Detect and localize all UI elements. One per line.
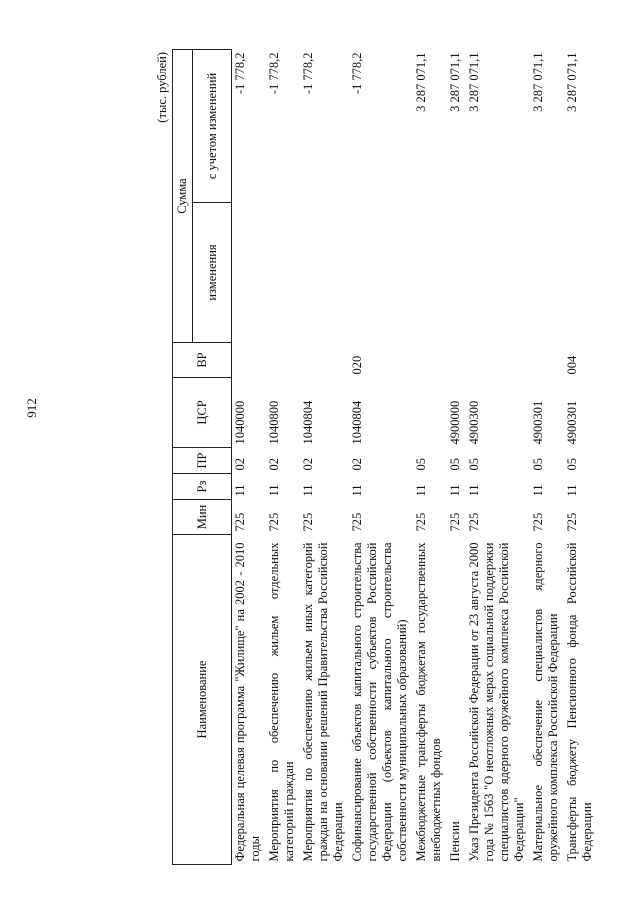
vr-cell: 020	[350, 355, 364, 375]
rz-cell: 11	[267, 484, 281, 497]
name-cell: Федеральная целевая программа "Жилище" на 2002 - 2010 годы	[233, 542, 262, 862]
with-changes-cell: -1 778,2	[350, 52, 364, 95]
changes-cell	[466, 203, 530, 343]
min-cell: 725	[467, 512, 481, 532]
csr-cell	[413, 378, 447, 448]
min-cell: 725	[301, 512, 315, 532]
header-min: Мин	[173, 500, 232, 535]
rotated-table-block	[155, 50, 625, 865]
table-header	[173, 50, 232, 865]
changes-cell	[447, 203, 466, 343]
csr-cell: 1040000	[233, 400, 247, 445]
changes-cell	[232, 203, 267, 343]
name-cell: Мероприятия по обеспечению жильем отдельных категорий граждан	[267, 542, 296, 862]
changes-cell	[300, 203, 349, 343]
changes-cell	[530, 203, 564, 343]
with-changes-cell: -1 778,2	[233, 52, 247, 95]
rz-cell: 11	[350, 484, 364, 497]
name-cell: Софинансирование объектов капитального строительства государственной собственности субъектов Российской Федерации (объектов капитального строительства собственности муниципальных образований)	[350, 542, 409, 862]
with-changes-cell: -1 778,2	[267, 52, 281, 95]
table-body	[232, 50, 599, 865]
table-row	[266, 50, 300, 865]
csr-cell: 4900000	[448, 400, 462, 445]
table-row	[349, 50, 413, 865]
header-csr: ЦСР	[173, 378, 232, 448]
csr-cell: 1040804	[350, 400, 364, 445]
name-cell: Межбюджетные трансферты бюджетам государственных внебюджетных фондов	[414, 542, 443, 862]
min-cell: 725	[448, 512, 462, 532]
page-number: 912	[23, 398, 39, 418]
rz-cell: 11	[565, 484, 579, 497]
rz-cell: 11	[448, 484, 462, 497]
header-pr: ПР	[173, 448, 232, 474]
csr-cell: 4900301	[531, 400, 545, 445]
rz-cell: 11	[414, 484, 428, 497]
header-vr: ВР	[173, 343, 232, 378]
rz-cell: 11	[531, 484, 545, 497]
changes-cell	[266, 203, 300, 343]
changes-cell	[349, 203, 413, 343]
changes-cell	[413, 203, 447, 343]
rz-cell: 11	[467, 484, 481, 497]
pr-cell: 05	[448, 458, 462, 471]
vr-cell	[232, 343, 267, 378]
header-changes: изменения	[193, 203, 232, 343]
name-cell: Мероприятия по обеспечению жильем иных категорий граждан на основании решений Правительства Российской Федерации	[301, 542, 345, 862]
table-row	[447, 50, 466, 865]
header-rz: Рз	[173, 474, 232, 500]
vr-cell	[466, 343, 530, 378]
pr-cell: 02	[350, 458, 364, 471]
vr-cell	[300, 343, 349, 378]
vr-cell	[447, 343, 466, 378]
header-with-changes: с учетом изменений	[193, 50, 232, 203]
pr-cell: 05	[414, 458, 428, 471]
with-changes-cell: 3 287 071,1	[565, 52, 579, 112]
min-cell: 725	[531, 512, 545, 532]
with-changes-cell: 3 287 071,1	[414, 52, 428, 112]
with-changes-cell: 3 287 071,1	[531, 52, 545, 112]
pr-cell: 05	[531, 458, 545, 471]
rz-cell: 11	[233, 484, 247, 497]
rz-cell: 11	[301, 484, 315, 497]
name-cell: Указ Президента Российской Федерации от 23 августа 2000 года № 1563 "О неотложных мерах социальной поддержки специалистов ядерного оружейного комплекса Российской Федерации"	[467, 542, 526, 862]
min-cell: 725	[267, 512, 281, 532]
min-cell: 725	[414, 512, 428, 532]
pr-cell: 02	[233, 458, 247, 471]
with-changes-cell: -1 778,2	[301, 52, 315, 95]
budget-table	[172, 49, 598, 865]
min-cell: 725	[565, 512, 579, 532]
csr-cell: 1040804	[301, 400, 315, 445]
min-cell: 725	[233, 512, 247, 532]
min-cell: 725	[350, 512, 364, 532]
vr-cell	[530, 343, 564, 378]
table-row	[530, 50, 564, 865]
table-row	[300, 50, 349, 865]
vr-cell	[266, 343, 300, 378]
vr-cell	[413, 343, 447, 378]
csr-cell: 4900301	[565, 400, 579, 445]
csr-cell: 1040800	[267, 400, 281, 445]
table-row	[466, 50, 530, 865]
pr-cell: 05	[565, 458, 579, 471]
name-cell: Пенсии	[448, 821, 462, 862]
pr-cell: 02	[301, 458, 315, 471]
pr-cell: 05	[467, 458, 481, 471]
with-changes-cell: 3 287 071,1	[448, 52, 462, 112]
table-row	[564, 50, 598, 865]
table-row	[413, 50, 447, 865]
units-label: (тыс. рублей)	[155, 52, 169, 123]
name-cell: Трансферты бюджету Пенсионного фонда Российской Федерации	[565, 542, 594, 862]
pr-cell: 02	[267, 458, 281, 471]
name-cell: Материальное обеспечение специалистов ядерного оружейного комплекса Российской Федерации	[531, 542, 560, 862]
header-name: Наименование	[173, 535, 232, 865]
changes-cell	[564, 203, 598, 343]
vr-cell: 004	[565, 355, 579, 375]
csr-cell: 4900300	[467, 400, 481, 445]
with-changes-cell: 3 287 071,1	[467, 52, 481, 112]
table-row	[232, 50, 267, 865]
header-sum: Сумма	[173, 50, 193, 343]
